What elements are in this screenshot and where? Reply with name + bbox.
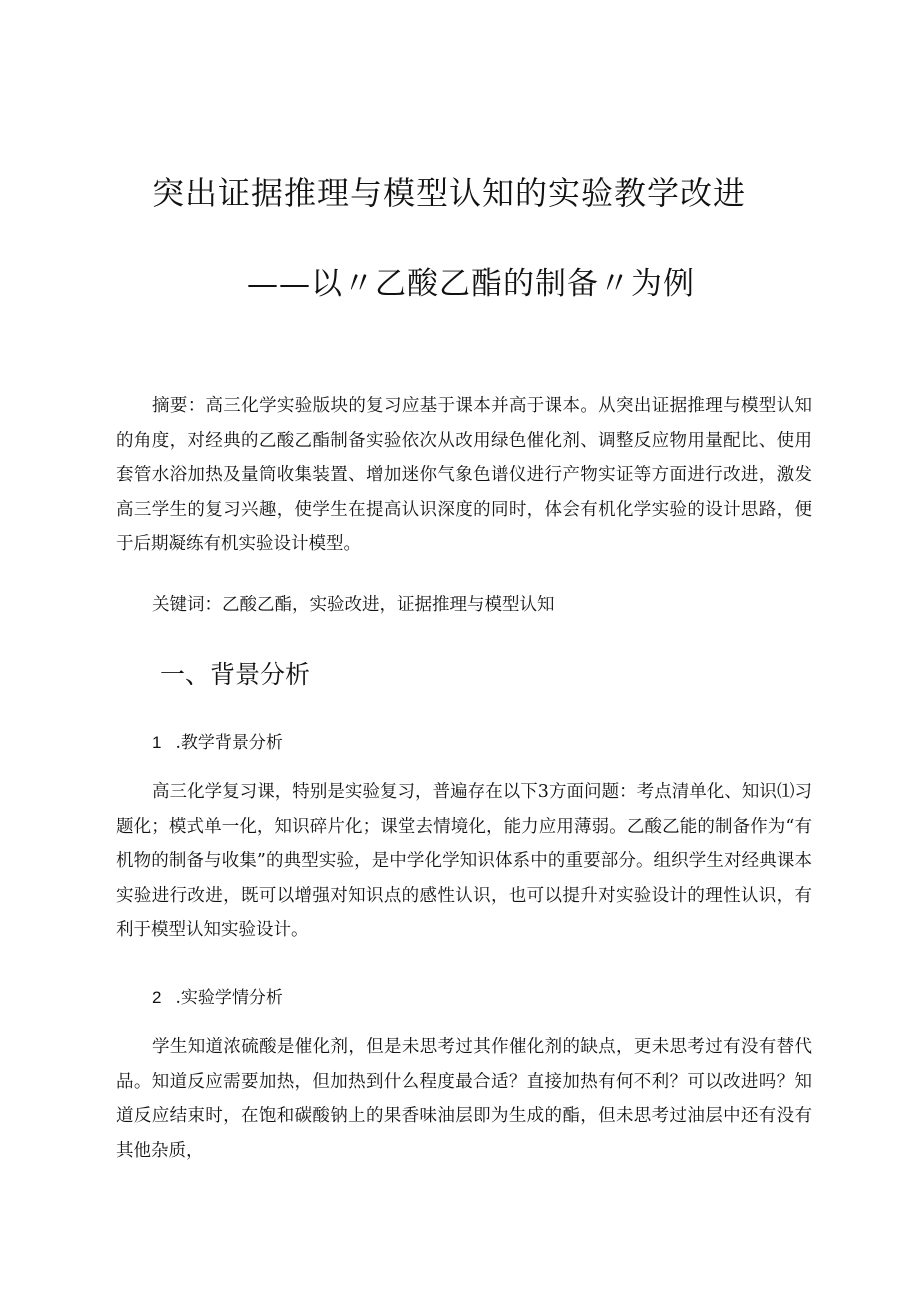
subheading-number: 1 [152,733,162,752]
teaching-background-paragraph: 高三化学复习课，特别是实验复习，普遍存在以下3方面问题：考点清单化、知识⑴习题化；模式单一化，知识碎片化；课堂去情境化，能力应用薄弱。乙酸乙能的制备作为“有机物的制备与收集”的典型实验，是中学化学知识体系中的重要部分。组织学生对经典课本实验进行改进，既可以增强对知识点的感性认识，也可以提升对实验设计的理性认识，有利于模型认知实验设计。 [116,782,812,941]
subheading-teaching-background [152,728,283,753]
subheading-student-analysis [152,983,283,1008]
subheading-title: .教学背景分析 [175,733,283,753]
abstract-paragraph: 摘要：高三化学实验版块的复习应基于课本并高于课本。从突出证据推理与模型认知的角度，对经典的乙酸乙酯制备实验依次从改用绿色催化剂、调整反应物用量配比、使用套管水浴加热及量筒收集装置、增加迷你气象色谱仪进行产物实证等方面进行改进，激发高三学生的复习兴趣，使学生在提高认识深度的同时，体会有机化学实验的设计思路，便于后期凝练有机实验设计模型。 [116,396,812,555]
document-subtitle: ——以〃乙酸乙酯的制备〃为例 [247,266,695,302]
keywords-line: 关键词：乙酸乙酯，实验改进，证据推理与模型认知 [152,595,555,615]
document-title: 突出证据推理与模型认知的实验教学改进 [152,174,747,212]
subheading-title: .实验学情分析 [175,988,283,1008]
subheading-number: 2 [152,988,162,1007]
section-heading-background: 一、背景分析 [160,660,311,689]
student-analysis-paragraph: 学生知道浓硫酸是催化剂，但是未思考过其作催化剂的缺点，更未思考过有没有替代品。知道反应需要加热，但加热到什么程度最合适？直接加热有何不利？可以改进吗？知道反应结束时，在饱和碳酸钠上的果香味油层即为生成的酯，但未思考过油层中还有没有其他杂质， [116,1037,812,1161]
